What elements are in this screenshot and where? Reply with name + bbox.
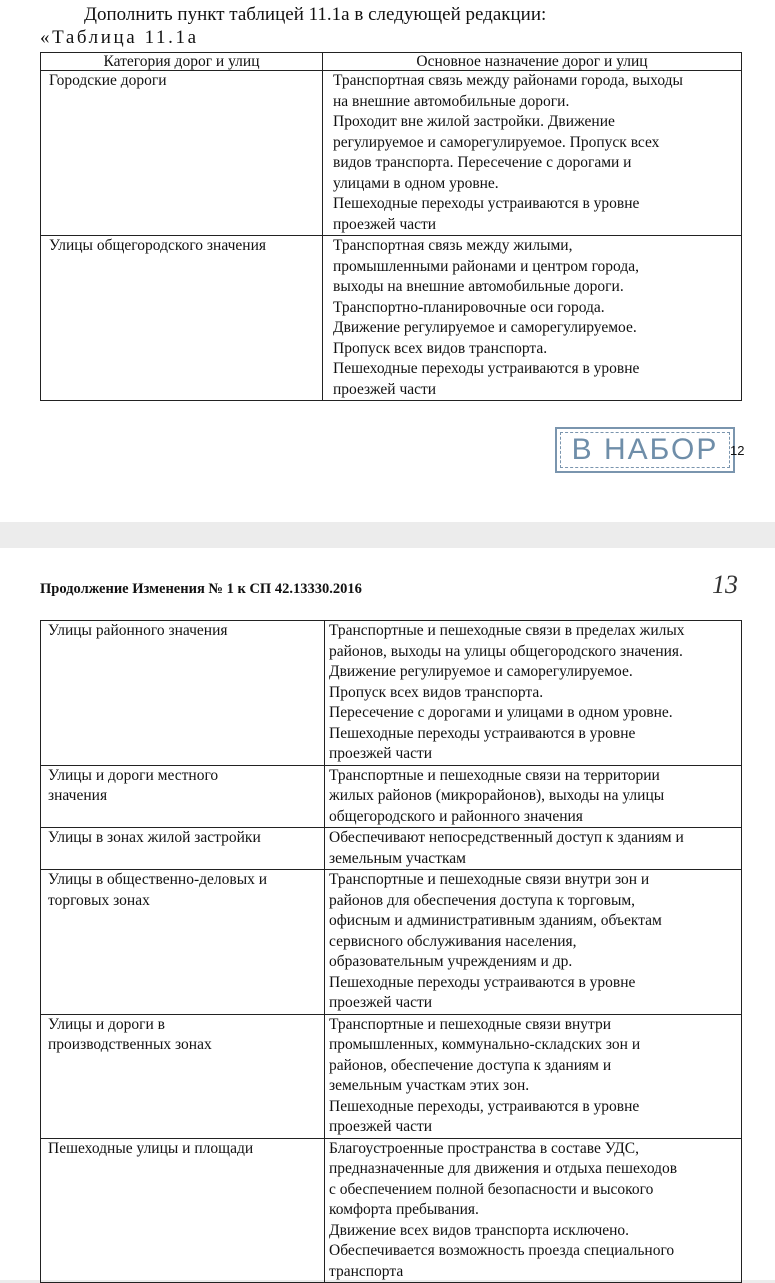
purpose-line: проезжей части	[333, 215, 437, 233]
category-text: Улицы и дороги местного	[48, 766, 219, 784]
table-caption: «Таблица 11.1а	[40, 27, 199, 48]
purpose-line: Обеспечивается возможность проезда специального	[329, 1242, 675, 1259]
category-cell	[41, 1138, 325, 1283]
category-cell: Городские дороги	[41, 71, 323, 236]
purpose-line: Пешеходные переходы устраиваются в уровне	[329, 973, 636, 991]
stamp-v-nabor	[555, 427, 735, 473]
column-header-purpose: Основное назначение дорог и улиц	[323, 53, 742, 71]
purpose-line: видов транспорта. Пересечение с дорогами и	[333, 154, 632, 171]
table-row	[41, 1014, 742, 1138]
purpose-line: проезжей части	[329, 745, 433, 762]
category-cell	[41, 621, 325, 766]
table-row	[41, 621, 742, 766]
purpose-line: Движение всех видов транспорта исключено.	[329, 1221, 630, 1239]
category-cell	[41, 1014, 325, 1138]
purpose-line: Транспортная связь между жилыми,	[333, 237, 573, 254]
purpose-line: Пешеходные переходы устраиваются в уровне	[329, 724, 636, 742]
table-row	[41, 828, 742, 870]
category-text: Улицы в зонах жилой застройки	[48, 829, 261, 846]
purpose-line: районов для обеспечения доступа к торговым,	[329, 891, 636, 909]
purpose-line: офисным и административным зданиям, объектам	[329, 912, 662, 929]
category-text: значения	[48, 787, 108, 804]
purpose-line: сервисного обслуживания населения,	[329, 932, 577, 950]
table-row	[41, 870, 742, 1015]
purpose-line: проезжей части	[329, 1118, 433, 1135]
table-header-row	[41, 53, 742, 71]
purpose-line: Транспортные и пешеходные связи в пределах жилых	[329, 622, 685, 639]
purpose-line: Транспортные и пешеходные связи внутри	[329, 1015, 612, 1033]
purpose-line: Обеспечивают непосредственный доступ к зданиям и	[329, 829, 684, 846]
page-number: 12	[730, 443, 745, 458]
purpose-line: Пешеходные переходы, устраиваются в уровне	[329, 1097, 640, 1115]
purpose-cell	[325, 870, 742, 1015]
purpose-line: образовательным учреждениям и др.	[329, 953, 573, 970]
purpose-line: земельным участкам этих зон.	[329, 1077, 530, 1094]
document-page-2	[0, 548, 775, 1280]
road-categories-table-continued	[40, 620, 742, 1283]
table-row	[41, 236, 742, 401]
purpose-line: Транспортно-планировочные оси города.	[333, 298, 605, 316]
purpose-line: Движение регулируемое и саморегулируемое.	[329, 663, 633, 680]
category-text: торговых зонах	[48, 891, 150, 909]
category-text: Улицы районного значения	[48, 622, 228, 639]
purpose-line: Пешеходные переходы устраиваются в уровне	[333, 360, 640, 377]
purpose-line: улицами в одном уровне.	[333, 174, 499, 192]
stamp-text: В НАБОР	[571, 433, 719, 466]
category-cell	[41, 870, 325, 1015]
purpose-cell	[325, 621, 742, 766]
category-text: Пешеходные улицы и площади	[48, 1139, 254, 1157]
handwritten-page-number: 13	[712, 570, 738, 599]
road-categories-table	[40, 52, 742, 401]
purpose-cell	[323, 236, 742, 401]
purpose-line: районов, обеспечение доступа к зданиям и	[329, 1056, 612, 1074]
purpose-line: комфорта пребывания.	[329, 1201, 479, 1218]
purpose-line: Пешеходные переходы устраиваются в уровне	[333, 195, 640, 212]
purpose-line: Транспортные и пешеходные связи внутри зон и	[329, 871, 650, 888]
purpose-cell	[325, 1138, 742, 1283]
purpose-line: Пропуск всех видов транспорта.	[333, 339, 548, 357]
purpose-line: проезжей части	[333, 380, 437, 398]
purpose-cell	[325, 1014, 742, 1138]
purpose-line: Транспортные и пешеходные связи на территории	[329, 766, 660, 784]
purpose-line: промышленными районами и центром города,	[333, 257, 639, 275]
table-row	[41, 71, 742, 236]
purpose-line: с обеспечением полной безопасности и высокого	[329, 1180, 654, 1198]
purpose-line: предназначенные для движения и отдыха пешеходов	[329, 1160, 678, 1177]
category-cell	[41, 828, 325, 870]
purpose-line: районов, выходы на улицы общегородского значения.	[329, 642, 683, 660]
purpose-line: общегородского и районного значения	[329, 807, 583, 825]
category-cell: Улицы общегородского значения	[41, 236, 323, 401]
purpose-cell	[325, 765, 742, 828]
purpose-line: Движение регулируемое и саморегулируемое.	[333, 319, 637, 336]
purpose-line: выходы на внешние автомобильные дороги.	[333, 278, 624, 295]
purpose-line: Транспортная связь между районами города, выходы	[333, 72, 683, 89]
category-text: производственных зонах	[48, 1036, 212, 1053]
column-header-category: Категория дорог и улиц	[41, 53, 323, 71]
category-text: Улицы и дороги в	[48, 1015, 165, 1033]
intro-text: Дополнить пункт таблицей 11.1а в следующей редакции:	[84, 4, 547, 25]
purpose-cell	[323, 71, 742, 236]
table-row	[41, 1138, 742, 1283]
purpose-line: жилых районов (микрорайонов), выходы на улицы	[329, 787, 665, 804]
purpose-line: регулируемое и саморегулируемое. Пропуск всех	[333, 133, 660, 151]
continuation-title: Продолжение Изменения № 1 к СП 42.13330.2016	[40, 581, 362, 597]
document-page-1	[0, 0, 775, 522]
purpose-line: промышленных, коммунально-складских зон и	[329, 1036, 641, 1053]
category-text: Улицы в общественно-деловых и	[48, 871, 268, 888]
purpose-line: проезжей части	[329, 994, 433, 1011]
purpose-cell	[325, 828, 742, 870]
category-cell	[41, 765, 325, 828]
purpose-line: Благоустроенные пространства в составе УДС,	[329, 1139, 639, 1157]
purpose-line: на внешние автомобильные дороги.	[333, 92, 570, 110]
purpose-line: Проходит вне жилой застройки. Движение	[333, 113, 615, 130]
purpose-line: земельным участкам	[329, 849, 466, 867]
purpose-line: Пропуск всех видов транспорта.	[329, 683, 544, 701]
table-row	[41, 765, 742, 828]
purpose-line: транспорта	[329, 1262, 404, 1280]
purpose-line: Пересечение с дорогами и улицами в одном уровне.	[329, 704, 673, 721]
